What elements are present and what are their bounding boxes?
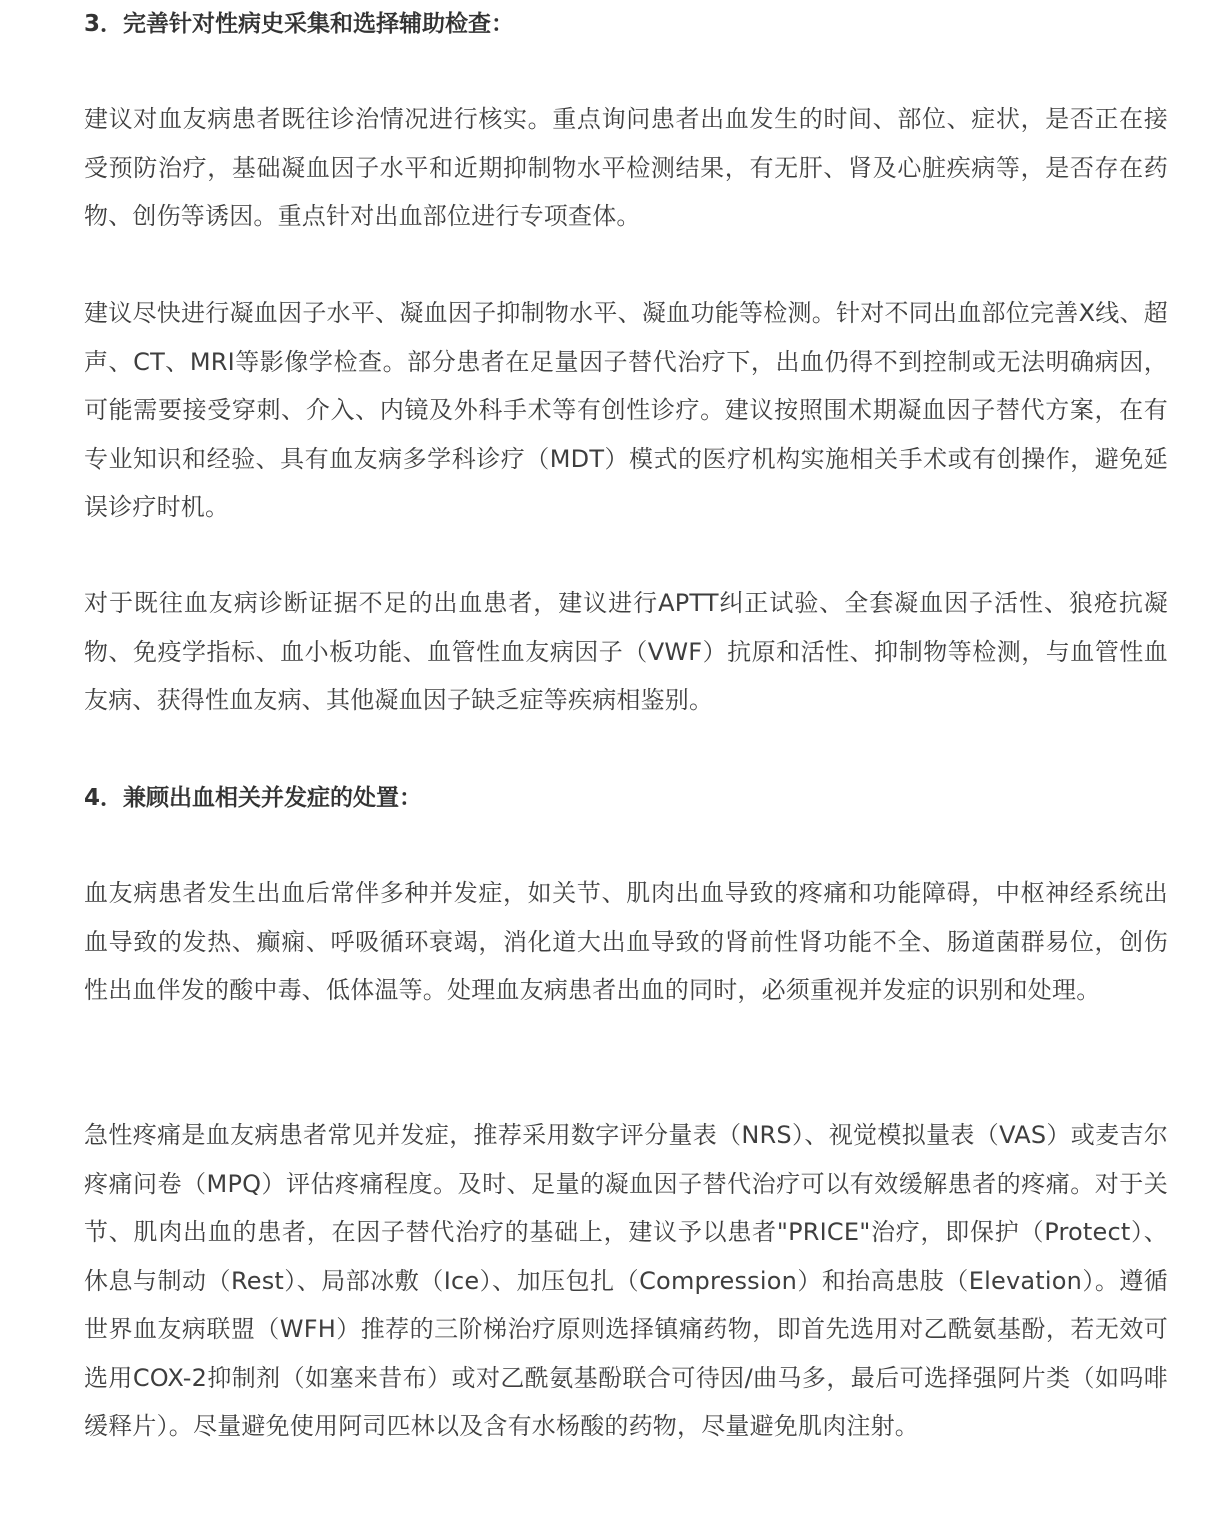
section-3-paragraph-2: 建议尽快进行凝血因子水平、凝血因子抑制物水平、凝血功能等检测。针对不同出血部位完善X线、超声、CT、MRI等影像学检查。部分患者在足量因子替代治疗下，出血仍得不到控制或无法明确病因，可能需要接受穿刺、介入、内镜及外科手术等有创性诊疗。建议按照围术期凝血因子替代方案，在有专业知识和经验、具有血友病多学科诊疗（MDT）模式的医疗机构实施相关手术或有创操作，避免延误诊疗时机。 <box>84 299 1168 521</box>
section-3-paragraph-3: 对于既往血友病诊断证据不足的出血患者，建议进行APTT纠正试验、全套凝血因子活性、狼疮抗凝物、免疫学指标、血小板功能、血管性血友病因子（VWF）抗原和活性、抑制物等检测，与血管性血友病、获得性血友病、其他凝血因子缺乏症等疾病相鉴别。 <box>84 589 1168 714</box>
section-4-paragraph-2: 急性疼痛是血友病患者常见并发症，推荐采用数字评分量表（NRS）、视觉模拟量表（VAS）或麦吉尔疼痛问卷（MPQ）评估疼痛程度。及时、足量的凝血因子替代治疗可以有效缓解患者的疼痛。对于关节、肌肉出血的患者，在因子替代治疗的基础上，建议予以患者"PRICE"治疗，即保护（Protect）、休息与制动（Rest）、局部冰敷（Ice）、加压包扎（Compression）和抬高患肢（Elevation）。遵循世界血友病联盟（WFH）推荐的三阶梯治疗原则选择镇痛药物，即首先选用对乙酰氨基酚，若无效可选用COX-2抑制剂（如塞来昔布）或对乙酰氨基酚联合可待因/曲马多，最后可选择强阿片类（如吗啡缓释片）。尽量避免使用阿司匹林以及含有水杨酸的药物，尽量避免肌肉注射。 <box>84 1121 1168 1440</box>
section-3-heading: 3．完善针对性病史采集和选择辅助检查： <box>84 11 515 37</box>
section-3-paragraph-1: 建议对血友病患者既往诊治情况进行核实。重点询问患者出血发生的时间、部位、症状，是否正在接受预防治疗，基础凝血因子水平和近期抑制物水平检测结果，有无肝、肾及心脏疾病等，是否存在药物、创伤等诱因。重点针对出血部位进行专项查体。 <box>84 105 1168 230</box>
section-4-heading: 4．兼顾出血相关并发症的处置： <box>84 785 423 811</box>
section-4-paragraph-1: 血友病患者发生出血后常伴多种并发症，如关节、肌肉出血导致的疼痛和功能障碍，中枢神经系统出血导致的发热、癫痫、呼吸循环衰竭，消化道大出血导致的肾前性肾功能不全、肠道菌群易位，创伤性出血伴发的酸中毒、低体温等。处理血友病患者出血的同时，必须重视并发症的识别和处理。 <box>84 879 1168 1004</box>
